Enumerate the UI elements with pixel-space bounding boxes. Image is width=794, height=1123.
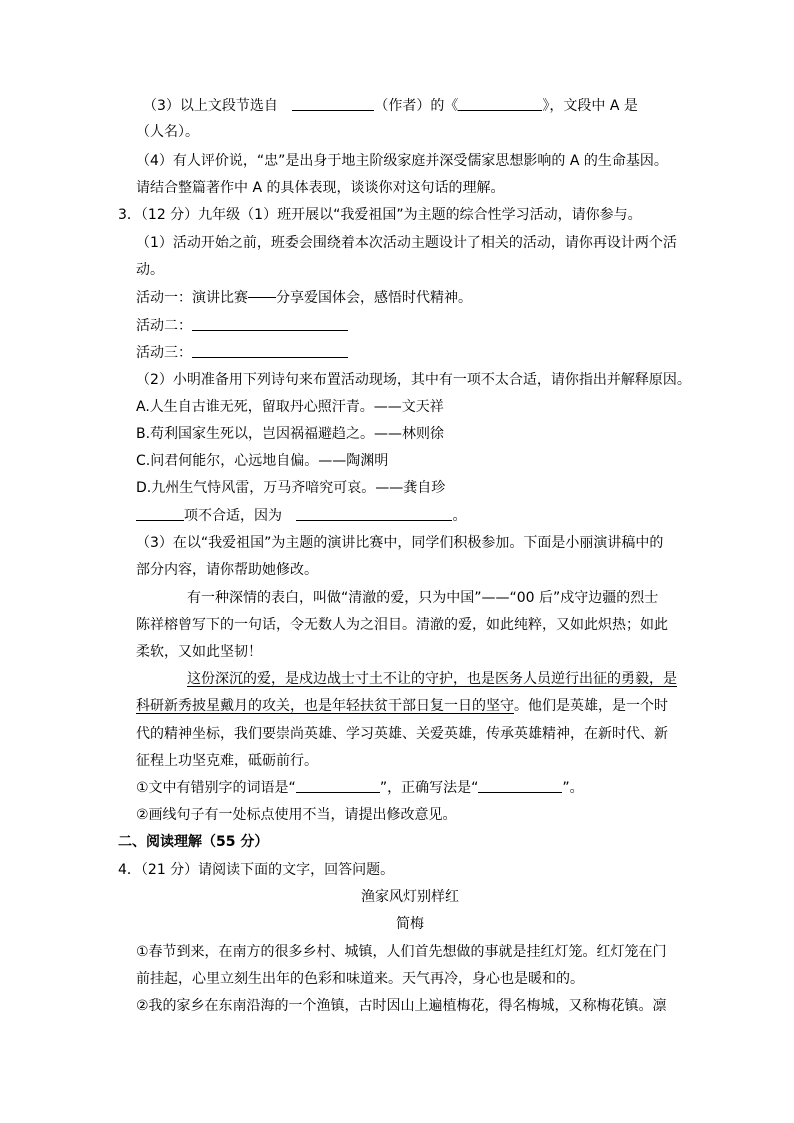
- activity-three: 活动三：: [136, 343, 348, 363]
- option-c: C.问君何能尔，心远地自偏。——陶渊明: [136, 453, 389, 469]
- book-title-blank[interactable]: [458, 96, 542, 111]
- article-para1-line1: ①春节到来，在南方的很多乡村、城镇，人们首先想做的事就是挂红灯笼。红灯笼在门: [136, 944, 667, 960]
- q2-sub4-line1: （4）有人评价说，“忠”是出身于地主阶级家庭并深受儒家思想影响的 A 的生命基因。: [136, 153, 668, 169]
- option-b: B.苟利国家生死以，岂因祸福避趋之。——林则徐: [136, 426, 445, 442]
- option-a: A.人生自古谁无死，留取丹心照汗青。——文天祥: [136, 399, 444, 415]
- article-para1-line2: 前挂起，心里立刻生出年的色彩和味道来。天气再冷，身心也是暖和的。: [136, 971, 584, 987]
- activity-two: 活动二：: [136, 316, 348, 336]
- q3-sub2-answer: 项不合适，因为 。: [136, 506, 466, 526]
- activity-one: 活动一：演讲比赛 分享爱国体会，感悟时代精神。: [136, 290, 472, 306]
- q3-header: 3．（12 分）九年级（1）班开展以“我爱祖国”为主题的综合性学习活动，请你参与。: [118, 207, 642, 223]
- q2-sub3-line1: （3）以上文段节选自 （作者）的《 》，文段中 A 是: [143, 98, 638, 114]
- passage-p1-line2: 陈祥榕曾写下的一句话，令无数人为之泪目。清澈的爱，如此纯粹，又如此炽热；如此: [136, 617, 668, 633]
- q3-sub1-line2: 动。: [136, 262, 164, 278]
- section-title: 二、阅读理解（55 分）: [118, 834, 269, 850]
- wrong-word-blank[interactable]: [296, 778, 380, 793]
- article-para2-line1: ②我的家乡在东南沿海的一个渔镇，古时因山上遍植梅花，得名梅城，又称梅花镇。凛: [136, 998, 667, 1014]
- sub-number: （3）: [143, 98, 180, 114]
- q3-sub3-line2: 部分内容，请你帮助她修改。: [136, 562, 318, 578]
- q3-sub3-line1: （3）在以“我爱祖国”为主题的演讲比赛中，同学们积极参加。下面是小丽演讲稿中的: [136, 535, 664, 551]
- q3-sub3-question1: ①文中有错别字的词语是“ ”，正确写法是“ ”。: [136, 780, 584, 796]
- q3-sub1-line1: （1）活动开始之前，班委会围绕着本次活动主题设计了相关的活动，请你再设计两个活: [136, 235, 677, 251]
- q4-header: 4．（21 分）请阅读下面的文字，回答问题。: [118, 862, 395, 878]
- q3-sub3-question2: ②画线句子有一处标点使用不当，请提出修改意见。: [136, 807, 457, 823]
- q2-sub4-line2: 请结合整篇著作中 A 的具体表现，谈谈你对这句话的理解。: [136, 180, 505, 196]
- passage-p1-line1: 有一种深情的表白，叫做“清澈的爱，只为中国”——“00 后”戍守边疆的烈士: [187, 590, 659, 606]
- activity-two-blank[interactable]: [192, 316, 348, 331]
- passage-p2-line1-underlined: 这份深沉的爱，是戍边战士寸土不让的守护，也是医务人员逆行出征的勇毅，是: [187, 671, 677, 687]
- underlined-sentence: 科研新秀披星戴月的攻关，也是年轻扶贫干部日复一日的坚守: [136, 698, 514, 714]
- correct-word-blank[interactable]: [478, 778, 562, 793]
- reason-blank[interactable]: [296, 506, 452, 521]
- option-d: D.九州生气恃风雷，万马齐喑究可哀。——龚自珍: [136, 480, 446, 496]
- passage-p2-line3: 代的精神坐标，我们要崇尚英雄、学习英雄、关爱英雄，传承英雄精神，在新时代、新: [136, 726, 668, 742]
- passage-p1-line3: 柔软，又如此坚韧！: [136, 644, 262, 660]
- article-title: 渔家风灯别样红: [361, 889, 459, 905]
- option-letter-blank[interactable]: [136, 506, 184, 521]
- author-blank[interactable]: [292, 96, 374, 111]
- passage-p2-line2: 科研新秀披星戴月的攻关，也是年轻扶贫干部日复一日的坚守。他们是英雄，是一个时: [136, 698, 668, 714]
- q3-sub2-line1: （2）小明准备用下列诗句来布置活动现场，其中有一项不太合适，请你指出并解释原因。: [136, 372, 691, 388]
- passage-p2-line4: 征程上功坚克难，砥砺前行。: [136, 753, 318, 769]
- article-author: 简梅: [396, 916, 424, 932]
- dash-connector: [248, 297, 276, 298]
- activity-three-blank[interactable]: [192, 343, 348, 358]
- q2-sub3-line2: （人名）。: [136, 124, 199, 140]
